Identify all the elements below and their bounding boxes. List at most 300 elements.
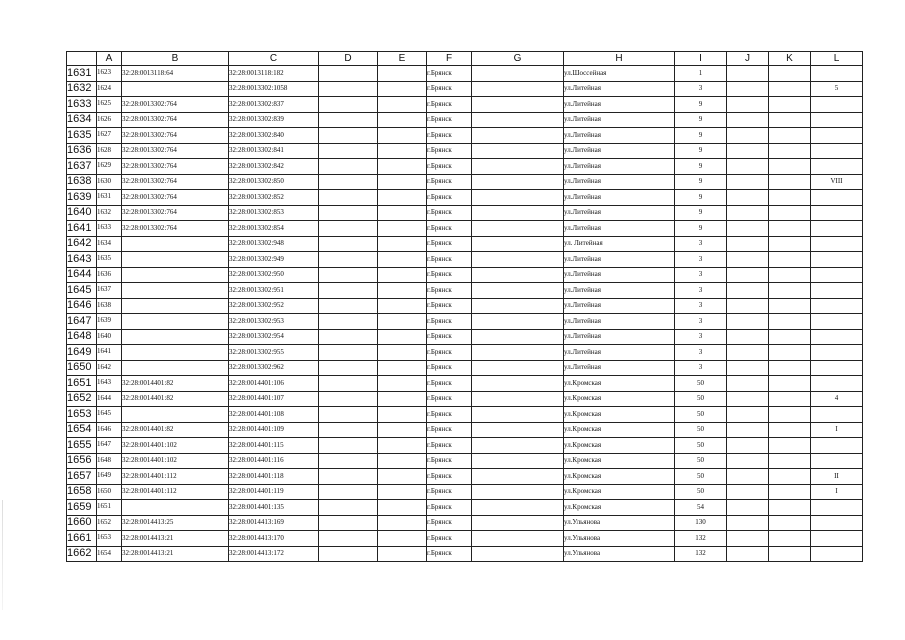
cell-e[interactable] — [378, 205, 427, 221]
cell-a[interactable]: 1652 — [97, 515, 122, 531]
cell-j[interactable] — [727, 205, 769, 221]
cell-c[interactable]: 32:28:0014401:118 — [229, 469, 319, 485]
row-number-cell[interactable]: 1642 — [67, 236, 97, 252]
cell-l[interactable]: II — [811, 469, 863, 485]
cell-k[interactable] — [769, 190, 811, 206]
cell-e[interactable] — [378, 112, 427, 128]
cell-g[interactable] — [472, 360, 564, 376]
cell-g[interactable] — [472, 205, 564, 221]
cell-f[interactable]: г.Брянск — [427, 267, 472, 283]
cell-j[interactable] — [727, 252, 769, 268]
cell-j[interactable] — [727, 469, 769, 485]
cell-i[interactable]: 3 — [675, 81, 727, 97]
cell-j[interactable] — [727, 438, 769, 454]
row-number-cell[interactable]: 1633 — [67, 97, 97, 113]
cell-h[interactable]: ул.Литейная — [564, 252, 675, 268]
cell-a[interactable]: 1629 — [97, 159, 122, 175]
cell-b[interactable]: 32:28:0014401:102 — [122, 438, 229, 454]
cell-f[interactable]: г.Брянск — [427, 531, 472, 547]
cell-d[interactable] — [319, 252, 378, 268]
cell-e[interactable] — [378, 236, 427, 252]
cell-i[interactable]: 3 — [675, 283, 727, 299]
column-header-d[interactable]: D — [319, 52, 378, 66]
cell-k[interactable] — [769, 345, 811, 361]
cell-a[interactable]: 1643 — [97, 376, 122, 392]
cell-i[interactable]: 9 — [675, 128, 727, 144]
cell-h[interactable]: ул.Литейная — [564, 81, 675, 97]
cell-i[interactable]: 3 — [675, 329, 727, 345]
cell-l[interactable] — [811, 236, 863, 252]
cell-b[interactable] — [122, 252, 229, 268]
cell-c[interactable]: 32:28:0014413:170 — [229, 531, 319, 547]
cell-d[interactable] — [319, 453, 378, 469]
cell-f[interactable]: г.Брянск — [427, 66, 472, 82]
cell-g[interactable] — [472, 221, 564, 237]
cell-b[interactable]: 32:28:0013302:764 — [122, 205, 229, 221]
cell-f[interactable]: г.Брянск — [427, 314, 472, 330]
cell-g[interactable] — [472, 546, 564, 562]
cell-d[interactable] — [319, 515, 378, 531]
cell-i[interactable]: 9 — [675, 97, 727, 113]
row-number-cell[interactable]: 1637 — [67, 159, 97, 175]
cell-g[interactable] — [472, 174, 564, 190]
cell-j[interactable] — [727, 159, 769, 175]
row-number-cell[interactable]: 1632 — [67, 81, 97, 97]
cell-i[interactable]: 3 — [675, 252, 727, 268]
cell-l[interactable] — [811, 546, 863, 562]
cell-f[interactable]: г.Брянск — [427, 391, 472, 407]
cell-i[interactable]: 50 — [675, 407, 727, 423]
cell-f[interactable]: г.Брянск — [427, 515, 472, 531]
cell-b[interactable]: 32:28:0013302:764 — [122, 112, 229, 128]
cell-h[interactable]: ул.Литейная — [564, 329, 675, 345]
cell-i[interactable]: 3 — [675, 267, 727, 283]
cell-j[interactable] — [727, 283, 769, 299]
row-number-cell[interactable]: 1647 — [67, 314, 97, 330]
cell-k[interactable] — [769, 376, 811, 392]
cell-g[interactable] — [472, 329, 564, 345]
column-header-a[interactable]: A — [97, 52, 122, 66]
cell-i[interactable]: 9 — [675, 112, 727, 128]
row-number-cell[interactable]: 1650 — [67, 360, 97, 376]
cell-i[interactable]: 50 — [675, 453, 727, 469]
cell-b[interactable]: 32:28:0013302:764 — [122, 159, 229, 175]
cell-h[interactable]: ул.Литейная — [564, 283, 675, 299]
cell-e[interactable] — [378, 329, 427, 345]
cell-g[interactable] — [472, 407, 564, 423]
cell-a[interactable]: 1653 — [97, 531, 122, 547]
cell-k[interactable] — [769, 221, 811, 237]
cell-f[interactable]: г.Брянск — [427, 190, 472, 206]
cell-b[interactable]: 32:28:0013302:764 — [122, 128, 229, 144]
cell-l[interactable] — [811, 453, 863, 469]
cell-g[interactable] — [472, 422, 564, 438]
cell-c[interactable]: 32:28:0013302:951 — [229, 283, 319, 299]
cell-h[interactable]: ул.Кромская — [564, 500, 675, 516]
row-number-cell[interactable]: 1638 — [67, 174, 97, 190]
cell-l[interactable] — [811, 500, 863, 516]
cell-b[interactable] — [122, 500, 229, 516]
cell-k[interactable] — [769, 97, 811, 113]
cell-k[interactable] — [769, 283, 811, 299]
cell-l[interactable] — [811, 159, 863, 175]
cell-e[interactable] — [378, 221, 427, 237]
cell-a[interactable]: 1628 — [97, 143, 122, 159]
cell-a[interactable]: 1648 — [97, 453, 122, 469]
cell-b[interactable]: 32:28:0014413:25 — [122, 515, 229, 531]
cell-j[interactable] — [727, 190, 769, 206]
cell-b[interactable] — [122, 360, 229, 376]
cell-f[interactable]: г.Брянск — [427, 453, 472, 469]
cell-i[interactable]: 9 — [675, 205, 727, 221]
cell-g[interactable] — [472, 143, 564, 159]
cell-f[interactable]: г.Брянск — [427, 360, 472, 376]
cell-h[interactable]: ул.Литейная — [564, 159, 675, 175]
cell-k[interactable] — [769, 128, 811, 144]
cell-i[interactable]: 9 — [675, 174, 727, 190]
cell-c[interactable]: 32:28:0014401:119 — [229, 484, 319, 500]
cell-c[interactable]: 32:28:0014401:116 — [229, 453, 319, 469]
cell-l[interactable] — [811, 329, 863, 345]
cell-a[interactable]: 1632 — [97, 205, 122, 221]
cell-l[interactable]: 4 — [811, 391, 863, 407]
cell-g[interactable] — [472, 236, 564, 252]
cell-f[interactable]: г.Брянск — [427, 128, 472, 144]
cell-c[interactable]: 32:28:0013302:841 — [229, 143, 319, 159]
cell-e[interactable] — [378, 376, 427, 392]
cell-l[interactable] — [811, 360, 863, 376]
cell-e[interactable] — [378, 531, 427, 547]
cell-d[interactable] — [319, 205, 378, 221]
cell-b[interactable]: 32:28:0013118:64 — [122, 66, 229, 82]
cell-j[interactable] — [727, 66, 769, 82]
cell-d[interactable] — [319, 329, 378, 345]
cell-f[interactable]: г.Брянск — [427, 298, 472, 314]
cell-h[interactable]: ул.Ульянова — [564, 515, 675, 531]
cell-h[interactable]: ул.Литейная — [564, 298, 675, 314]
cell-g[interactable] — [472, 252, 564, 268]
cell-j[interactable] — [727, 267, 769, 283]
cell-j[interactable] — [727, 500, 769, 516]
row-number-cell[interactable]: 1644 — [67, 267, 97, 283]
cell-h[interactable]: ул.Литейная — [564, 314, 675, 330]
cell-l[interactable] — [811, 283, 863, 299]
row-number-cell[interactable]: 1645 — [67, 283, 97, 299]
cell-l[interactable] — [811, 190, 863, 206]
cell-h[interactable]: ул.Шоссейная — [564, 66, 675, 82]
cell-l[interactable] — [811, 298, 863, 314]
cell-a[interactable]: 1637 — [97, 283, 122, 299]
cell-c[interactable]: 32:28:0013302:854 — [229, 221, 319, 237]
cell-h[interactable]: ул.Кромская — [564, 376, 675, 392]
cell-c[interactable]: 32:28:0013302:1058 — [229, 81, 319, 97]
cell-h[interactable]: ул.Кромская — [564, 484, 675, 500]
cell-c[interactable]: 32:28:0014401:108 — [229, 407, 319, 423]
cell-k[interactable] — [769, 407, 811, 423]
cell-e[interactable] — [378, 438, 427, 454]
column-header-e[interactable]: E — [378, 52, 427, 66]
row-number-cell[interactable]: 1631 — [67, 66, 97, 82]
cell-l[interactable] — [811, 314, 863, 330]
cell-e[interactable] — [378, 407, 427, 423]
cell-d[interactable] — [319, 360, 378, 376]
cell-g[interactable] — [472, 66, 564, 82]
cell-j[interactable] — [727, 174, 769, 190]
cell-c[interactable]: 32:28:0013302:955 — [229, 345, 319, 361]
cell-a[interactable]: 1630 — [97, 174, 122, 190]
column-header-g[interactable]: G — [472, 52, 564, 66]
column-header-f[interactable]: F — [427, 52, 472, 66]
cell-c[interactable]: 32:28:0013302:852 — [229, 190, 319, 206]
cell-c[interactable]: 32:28:0014401:115 — [229, 438, 319, 454]
cell-j[interactable] — [727, 376, 769, 392]
cell-g[interactable] — [472, 97, 564, 113]
row-number-cell[interactable]: 1641 — [67, 221, 97, 237]
cell-l[interactable] — [811, 97, 863, 113]
cell-g[interactable] — [472, 81, 564, 97]
cell-l[interactable] — [811, 143, 863, 159]
cell-a[interactable]: 1647 — [97, 438, 122, 454]
cell-b[interactable]: 32:28:0013302:764 — [122, 143, 229, 159]
cell-c[interactable]: 32:28:0013302:954 — [229, 329, 319, 345]
cell-h[interactable]: ул.Кромская — [564, 391, 675, 407]
cell-g[interactable] — [472, 484, 564, 500]
cell-e[interactable] — [378, 298, 427, 314]
cell-e[interactable] — [378, 484, 427, 500]
cell-d[interactable] — [319, 283, 378, 299]
cell-k[interactable] — [769, 329, 811, 345]
cell-i[interactable]: 132 — [675, 531, 727, 547]
cell-g[interactable] — [472, 159, 564, 175]
row-number-cell[interactable]: 1653 — [67, 407, 97, 423]
cell-a[interactable]: 1634 — [97, 236, 122, 252]
cell-j[interactable] — [727, 515, 769, 531]
cell-a[interactable]: 1640 — [97, 329, 122, 345]
row-number-cell[interactable]: 1655 — [67, 438, 97, 454]
row-number-cell[interactable]: 1654 — [67, 422, 97, 438]
cell-g[interactable] — [472, 469, 564, 485]
cell-a[interactable]: 1636 — [97, 267, 122, 283]
row-number-cell[interactable]: 1652 — [67, 391, 97, 407]
cell-h[interactable]: ул.Кромская — [564, 422, 675, 438]
corner-header-cell[interactable] — [67, 52, 97, 66]
cell-e[interactable] — [378, 500, 427, 516]
cell-l[interactable]: 5 — [811, 81, 863, 97]
cell-j[interactable] — [727, 345, 769, 361]
cell-i[interactable]: 54 — [675, 500, 727, 516]
cell-c[interactable]: 32:28:0014413:169 — [229, 515, 319, 531]
cell-k[interactable] — [769, 66, 811, 82]
row-number-cell[interactable]: 1656 — [67, 453, 97, 469]
cell-d[interactable] — [319, 143, 378, 159]
cell-f[interactable]: г.Брянск — [427, 407, 472, 423]
cell-d[interactable] — [319, 112, 378, 128]
cell-c[interactable]: 32:28:0013302:949 — [229, 252, 319, 268]
column-header-c[interactable]: C — [229, 52, 319, 66]
row-number-cell[interactable]: 1634 — [67, 112, 97, 128]
cell-a[interactable]: 1627 — [97, 128, 122, 144]
cell-d[interactable] — [319, 66, 378, 82]
cell-h[interactable]: ул.Кромская — [564, 469, 675, 485]
cell-g[interactable] — [472, 453, 564, 469]
cell-l[interactable] — [811, 66, 863, 82]
row-number-cell[interactable]: 1651 — [67, 376, 97, 392]
cell-g[interactable] — [472, 298, 564, 314]
cell-k[interactable] — [769, 314, 811, 330]
cell-d[interactable] — [319, 221, 378, 237]
cell-h[interactable]: ул.Кромская — [564, 407, 675, 423]
cell-j[interactable] — [727, 97, 769, 113]
cell-e[interactable] — [378, 345, 427, 361]
cell-d[interactable] — [319, 267, 378, 283]
cell-h[interactable]: ул.Литейная — [564, 143, 675, 159]
cell-i[interactable]: 130 — [675, 515, 727, 531]
cell-i[interactable]: 3 — [675, 360, 727, 376]
cell-f[interactable]: г.Брянск — [427, 97, 472, 113]
cell-d[interactable] — [319, 500, 378, 516]
cell-b[interactable] — [122, 236, 229, 252]
cell-f[interactable]: г.Брянск — [427, 376, 472, 392]
cell-i[interactable]: 3 — [675, 345, 727, 361]
cell-k[interactable] — [769, 360, 811, 376]
cell-d[interactable] — [319, 190, 378, 206]
cell-c[interactable]: 32:28:0014401:109 — [229, 422, 319, 438]
cell-c[interactable]: 32:28:0013302:948 — [229, 236, 319, 252]
cell-f[interactable]: г.Брянск — [427, 283, 472, 299]
cell-a[interactable]: 1641 — [97, 345, 122, 361]
cell-l[interactable] — [811, 407, 863, 423]
cell-k[interactable] — [769, 112, 811, 128]
cell-h[interactable]: ул.Литейная — [564, 267, 675, 283]
cell-g[interactable] — [472, 500, 564, 516]
row-number-cell[interactable]: 1661 — [67, 531, 97, 547]
cell-j[interactable] — [727, 484, 769, 500]
cell-i[interactable]: 9 — [675, 190, 727, 206]
cell-c[interactable]: 32:28:0013118:182 — [229, 66, 319, 82]
cell-c[interactable]: 32:28:0014401:106 — [229, 376, 319, 392]
cell-j[interactable] — [727, 143, 769, 159]
column-header-i[interactable]: I — [675, 52, 727, 66]
cell-c[interactable]: 32:28:0013302:839 — [229, 112, 319, 128]
cell-f[interactable]: г.Брянск — [427, 422, 472, 438]
cell-b[interactable] — [122, 298, 229, 314]
cell-i[interactable]: 50 — [675, 469, 727, 485]
cell-f[interactable]: г.Брянск — [427, 546, 472, 562]
cell-j[interactable] — [727, 221, 769, 237]
cell-f[interactable]: г.Брянск — [427, 143, 472, 159]
cell-e[interactable] — [378, 391, 427, 407]
cell-k[interactable] — [769, 546, 811, 562]
cell-f[interactable]: г.Брянск — [427, 205, 472, 221]
cell-b[interactable]: 32:28:0013302:764 — [122, 174, 229, 190]
cell-f[interactable]: г.Брянск — [427, 159, 472, 175]
cell-i[interactable]: 3 — [675, 298, 727, 314]
cell-d[interactable] — [319, 546, 378, 562]
cell-j[interactable] — [727, 81, 769, 97]
cell-g[interactable] — [472, 128, 564, 144]
cell-l[interactable] — [811, 221, 863, 237]
cell-l[interactable] — [811, 128, 863, 144]
cell-b[interactable]: 32:28:0014401:112 — [122, 469, 229, 485]
cell-l[interactable] — [811, 531, 863, 547]
cell-i[interactable]: 3 — [675, 314, 727, 330]
cell-d[interactable] — [319, 484, 378, 500]
cell-j[interactable] — [727, 453, 769, 469]
cell-b[interactable]: 32:28:0014401:82 — [122, 391, 229, 407]
cell-a[interactable]: 1649 — [97, 469, 122, 485]
cell-e[interactable] — [378, 81, 427, 97]
cell-h[interactable]: ул. Литейная — [564, 236, 675, 252]
cell-h[interactable]: ул.Литейная — [564, 112, 675, 128]
cell-e[interactable] — [378, 360, 427, 376]
cell-k[interactable] — [769, 298, 811, 314]
cell-l[interactable] — [811, 112, 863, 128]
cell-k[interactable] — [769, 422, 811, 438]
cell-b[interactable]: 32:28:0014401:112 — [122, 484, 229, 500]
cell-k[interactable] — [769, 500, 811, 516]
cell-e[interactable] — [378, 66, 427, 82]
cell-j[interactable] — [727, 407, 769, 423]
row-number-cell[interactable]: 1643 — [67, 252, 97, 268]
cell-k[interactable] — [769, 531, 811, 547]
cell-d[interactable] — [319, 128, 378, 144]
cell-d[interactable] — [319, 422, 378, 438]
cell-b[interactable] — [122, 329, 229, 345]
cell-f[interactable]: г.Брянск — [427, 174, 472, 190]
row-number-cell[interactable]: 1659 — [67, 500, 97, 516]
cell-g[interactable] — [472, 515, 564, 531]
cell-k[interactable] — [769, 81, 811, 97]
cell-l[interactable]: I — [811, 484, 863, 500]
cell-a[interactable]: 1635 — [97, 252, 122, 268]
cell-g[interactable] — [472, 267, 564, 283]
cell-g[interactable] — [472, 314, 564, 330]
cell-h[interactable]: ул.Литейная — [564, 345, 675, 361]
cell-i[interactable]: 50 — [675, 438, 727, 454]
cell-l[interactable]: VIII — [811, 174, 863, 190]
cell-a[interactable]: 1642 — [97, 360, 122, 376]
cell-d[interactable] — [319, 97, 378, 113]
cell-g[interactable] — [472, 391, 564, 407]
cell-b[interactable] — [122, 283, 229, 299]
cell-d[interactable] — [319, 298, 378, 314]
cell-f[interactable]: г.Брянск — [427, 345, 472, 361]
cell-c[interactable]: 32:28:0013302:840 — [229, 128, 319, 144]
cell-f[interactable]: г.Брянск — [427, 484, 472, 500]
cell-j[interactable] — [727, 112, 769, 128]
cell-c[interactable]: 32:28:0014413:172 — [229, 546, 319, 562]
cell-k[interactable] — [769, 174, 811, 190]
cell-c[interactable]: 32:28:0014401:135 — [229, 500, 319, 516]
row-number-cell[interactable]: 1640 — [67, 205, 97, 221]
cell-b[interactable] — [122, 81, 229, 97]
cell-l[interactable] — [811, 252, 863, 268]
cell-c[interactable]: 32:28:0013302:850 — [229, 174, 319, 190]
cell-i[interactable]: 50 — [675, 376, 727, 392]
row-number-cell[interactable]: 1636 — [67, 143, 97, 159]
cell-l[interactable] — [811, 345, 863, 361]
cell-f[interactable]: г.Брянск — [427, 221, 472, 237]
cell-c[interactable]: 32:28:0013302:853 — [229, 205, 319, 221]
cell-a[interactable]: 1625 — [97, 97, 122, 113]
row-number-cell[interactable]: 1648 — [67, 329, 97, 345]
cell-h[interactable]: ул.Ульянова — [564, 546, 675, 562]
cell-d[interactable] — [319, 438, 378, 454]
cell-j[interactable] — [727, 391, 769, 407]
cell-a[interactable]: 1639 — [97, 314, 122, 330]
cell-e[interactable] — [378, 546, 427, 562]
cell-b[interactable]: 32:28:0014401:102 — [122, 453, 229, 469]
